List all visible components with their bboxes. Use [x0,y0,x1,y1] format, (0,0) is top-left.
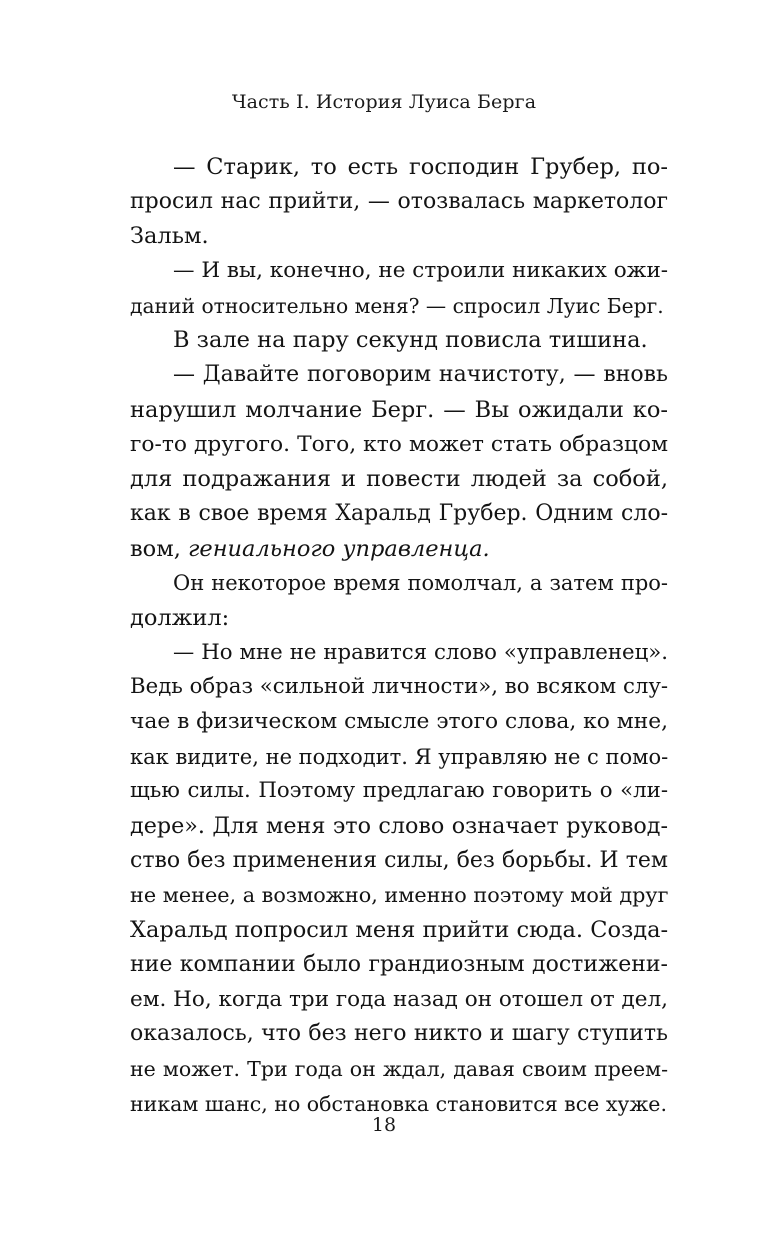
text-line: не может. Три года он ждал, давая своим преем- [130,1056,668,1081]
text-line: Ведь образ «сильной личности», во всяком слу- [130,674,669,700]
text-line: как видите, не подходит. Я управляю не с помо- [130,744,669,769]
text-line: — Но мне не нравится слово «управленец». [173,639,668,665]
text-line: — Давайте поговорим начистоту, — вновь [173,362,668,388]
text-line: даний относительно меня? — спросил Луис Берг. [130,293,664,318]
text-line: го-то другого. Того, кто может стать образцом [130,431,668,457]
text-line: должил: [130,604,230,631]
emphasized-phrase: гениального управленца. [188,535,490,562]
text-line: никам шанс, но обстановка становится все хуже. [130,1091,667,1116]
text-line: — Старик, то есть господин Грубер, по- [173,154,668,180]
text-line: Харальд попросил меня прийти сюда. Созда- [130,917,669,944]
running-head: Часть I. История Луиса Берга [231,91,537,113]
text-line: Он некоторое время помолчал, а затем про- [173,571,668,596]
text-line: чае в физическом смысле этого слова, ко мне, [130,709,668,734]
text-line: для подражания и повести людей за собой, [130,466,668,493]
text-line: ем. Но, когда три года назад он отошел от дел, [130,986,668,1012]
page-number: 18 [371,1114,397,1136]
body-text [130,150,668,1121]
text-fragment: вом, [130,535,181,562]
text-line: ние компании было грандиозным достижени- [130,951,668,977]
text-line: щью силы. Поэтому предлагаю говорить о «ли- [130,778,668,804]
text-line: Зальм. [130,223,209,250]
text-line: дере». Для меня это слово означает руковод- [130,813,668,840]
text-line: нарушил молчание Берг. — Вы ожидали ко- [130,396,668,423]
text-line: просил нас прийти, — отозвалась маркетолог [130,188,668,214]
text-line-with-emphasis [130,532,668,567]
text-line: ство без применения силы, без борьбы. И тем [130,847,668,873]
text-line: не менее, а возможно, именно поэтому мой друг [130,883,669,908]
text-line: как в свое время Харальд Грубер. Одним сло- [130,500,668,526]
text-line: оказалось, что без него никто и шагу ступить [130,1021,668,1047]
text-line: — И вы, конечно, не строили никаких ожи- [173,258,669,284]
text-line: В зале на пару секунд повисла тишина. [173,327,648,354]
